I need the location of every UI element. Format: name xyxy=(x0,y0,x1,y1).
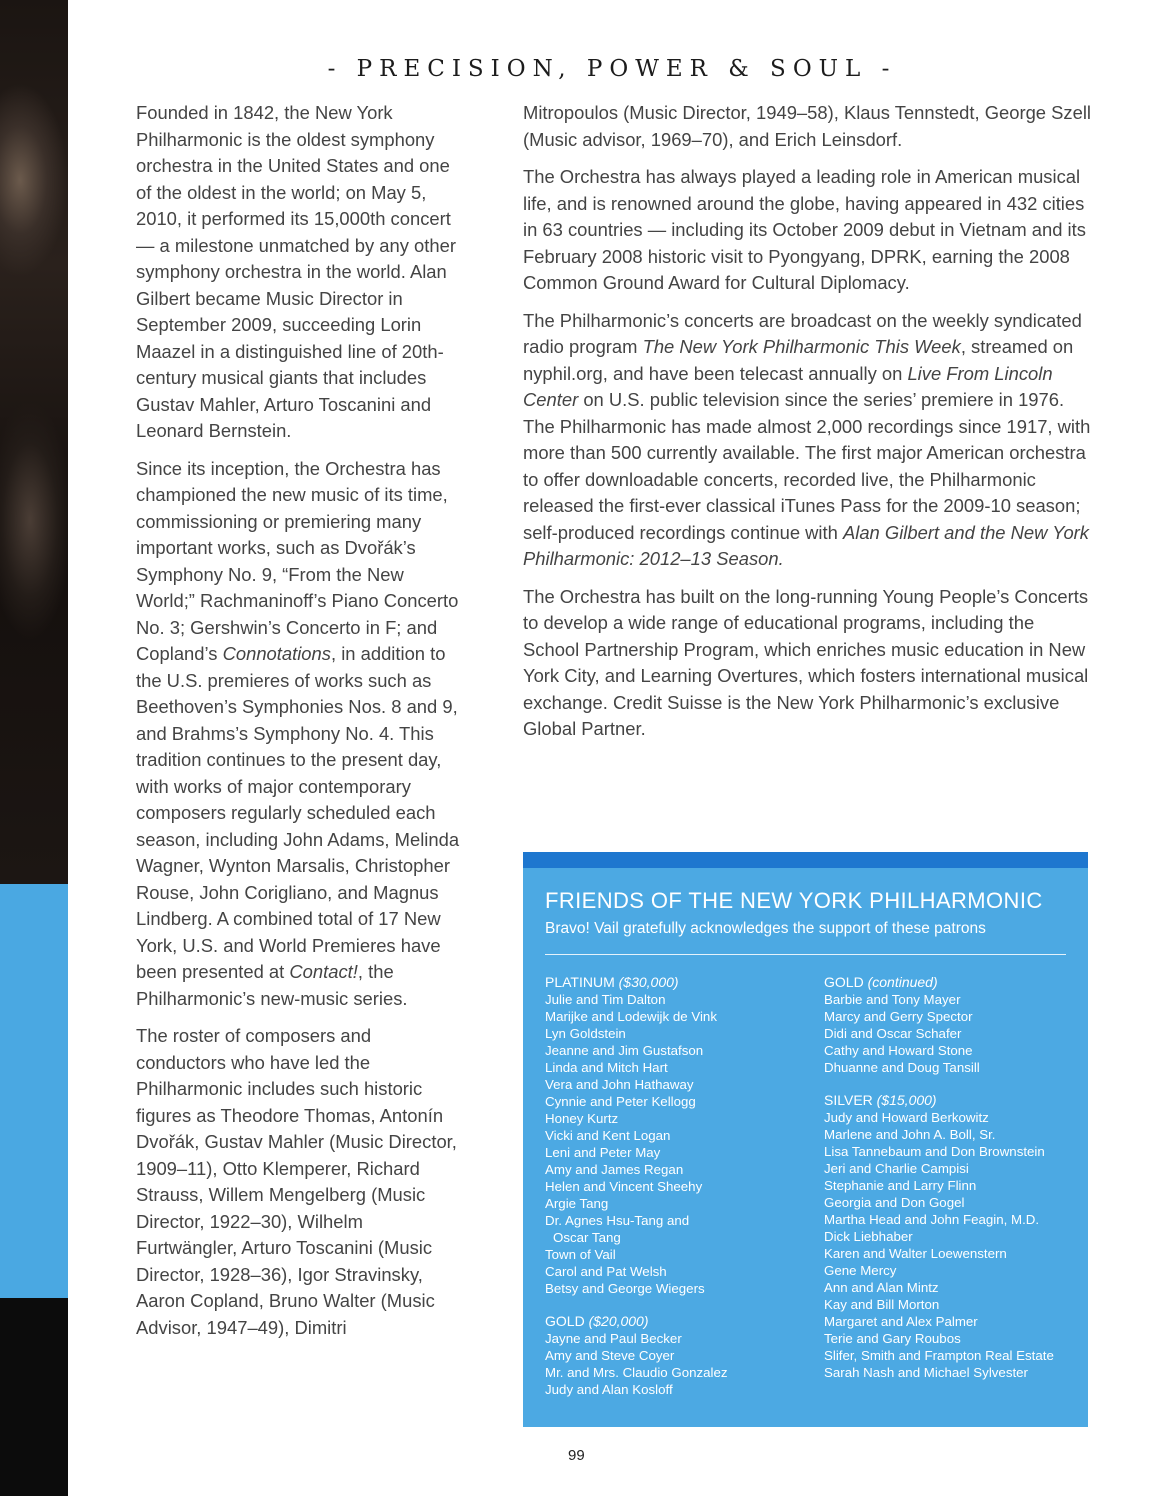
patron-name: Margaret and Alex Palmer xyxy=(824,1314,978,1329)
patron-list xyxy=(545,1330,815,1398)
patron-name: Cathy and Howard Stone xyxy=(824,1043,973,1058)
patron-name: Jeri and Charlie Campisi xyxy=(824,1161,969,1176)
right-column xyxy=(523,100,1093,754)
patron-name: Karen and Walter Loewenstern xyxy=(824,1246,1007,1261)
tier-gold-continued xyxy=(824,974,1084,1076)
patron-name: Linda and Mitch Hart xyxy=(545,1060,668,1075)
paragraph: The roster of composers and conductors who have led the Philharmonic includes such historic figures as Theodore Thomas, Antonín Dvořák, Gustav Mahler (Music Director, 1909–11), Otto Klemperer, Richard Strauss, Willem Mengelberg (Music Director, 1922–30), Wilhelm Furtwängler, Arturo Toscanini (Music Director, 1928–36), Igor Stravinsky, Aaron Copland, Bruno Walter (Music Advisor, 1947–49), Dimitri xyxy=(136,1025,457,1338)
patron-name: Dr. Agnes Hsu-Tang and xyxy=(545,1213,690,1228)
friends-top-bar xyxy=(523,852,1088,868)
patron-name: Dick Liebhaber xyxy=(824,1229,913,1244)
patron-name: Lyn Goldstein xyxy=(545,1026,626,1041)
patron-name: Stephanie and Larry Flinn xyxy=(824,1178,977,1193)
side-blue-band xyxy=(0,884,68,1298)
patron-name: Marijke and Lodewijk de Vink xyxy=(545,1009,717,1024)
paragraph: The Orchestra has built on the long-running Young People’s Concerts to develop a wide range of educational programs, including the School Partnership Program, which enriches music education in New York City, and Learning Overtures, which fosters international musical exchange. Credit Suisse is the New York Philharmonic’s exclusive Global Partner. xyxy=(523,585,1089,739)
side-black-band xyxy=(0,1298,68,1496)
patron-name: Slifer, Smith and Frampton Real Estate xyxy=(824,1348,1054,1363)
friends-box xyxy=(523,852,1088,1427)
patron-name: Amy and James Regan xyxy=(545,1162,684,1177)
page-number: 99 xyxy=(568,1447,585,1464)
patron-name: Amy and Steve Coyer xyxy=(545,1348,675,1363)
tier-gold xyxy=(545,1313,815,1398)
patron-name: Marlene and John A. Boll, Sr. xyxy=(824,1127,996,1142)
patron-name: Dhuanne and Doug Tansill xyxy=(824,1060,980,1075)
paragraph: Founded in 1842, the New York Philharmonic is the oldest symphony orchestra in the United States and one of the oldest in the world; on May 5, 2010, it performed its 15,000th concert — a milestone unmatched by any other symphony orchestra in the world. Alan Gilbert became Music Director in September 2009, succeeding Lorin Maazel in a distinguished line of 20th-century musical giants that includes Gustav Mahler, Arturo Toscanini and Leonard Bernstein. xyxy=(136,102,456,441)
page-title: - PRECISION, POWER & SOUL - xyxy=(327,56,897,82)
patron-list xyxy=(545,991,815,1297)
patron-list xyxy=(824,991,1084,1076)
friends-subheading: Bravo! Vail gratefully acknowledges the support of these patrons xyxy=(545,920,986,937)
side-photo-strip xyxy=(0,0,68,884)
friends-heading: FRIENDS OF THE NEW YORK PHILHARMONIC xyxy=(545,888,1043,913)
paragraph: Mitropoulos (Music Director, 1949–58), Klaus Tennstedt, George Szell (Music advisor, 1969–70), and Erich Leinsdorf. xyxy=(523,102,1092,150)
patron-name: Betsy and George Wiegers xyxy=(545,1281,705,1296)
paragraph: The Orchestra has always played a leading role in American musical life, and is renowned around the globe, having appeared in 432 cities in 63 countries — including its October 2009 debut in Vietnam and its February 2008 historic visit to Pyongyang, DPRK, earning the 2008 Common Ground Award for Cultural Diplomacy. xyxy=(523,166,1086,293)
patron-name: Oscar Tang xyxy=(553,1230,621,1245)
patron-name: Sarah Nash and Michael Sylvester xyxy=(824,1365,1028,1380)
patron-name: Martha Head and John Feagin, M.D. xyxy=(824,1212,1040,1227)
paragraph: The Philharmonic’s concerts are broadcast on the weekly syndicated radio program The New York Philharmonic This Week, streamed on nyphil.org, and have been telecast annually on Live From Lincoln Center on U.S. public television since the series’ premiere in 1976. The Philharmonic has made almost 2,000 recordings since 1917, with more than 500 currently available. The first major American orchestra to offer downloadable concerts, recorded live, the Philharmonic released the first-ever classical iTunes Pass for the 2009-10 season; self-produced recordings continue with Alan Gilbert and the New York Philharmonic: 2012–13 Season. xyxy=(523,309,1091,569)
patron-name: Didi and Oscar Schafer xyxy=(824,1026,962,1041)
tier-heading: GOLD (continued) xyxy=(824,974,938,990)
patron-name: Gene Mercy xyxy=(824,1263,897,1278)
patron-list xyxy=(824,1109,1084,1381)
patron-name: Helen and Vincent Sheehy xyxy=(545,1179,703,1194)
patron-column-left xyxy=(545,974,815,1414)
tier-platinum xyxy=(545,974,815,1297)
patron-name: Jayne and Paul Becker xyxy=(545,1331,682,1346)
patron-name: Honey Kurtz xyxy=(545,1111,619,1126)
patron-name: Ann and Alan Mintz xyxy=(824,1280,939,1295)
patron-column-right xyxy=(824,974,1084,1397)
patron-name: Argie Tang xyxy=(545,1196,609,1211)
patron-name: Kay and Bill Morton xyxy=(824,1297,940,1312)
patron-name: Carol and Pat Welsh xyxy=(545,1264,667,1279)
patron-name: Cynnie and Peter Kellogg xyxy=(545,1094,696,1109)
patron-name: Terie and Gary Roubos xyxy=(824,1331,961,1346)
patron-name: Leni and Peter May xyxy=(545,1145,661,1160)
tier-heading: SILVER ($15,000) xyxy=(824,1092,937,1108)
patron-name: Judy and Howard Berkowitz xyxy=(824,1110,989,1125)
tier-heading: GOLD ($20,000) xyxy=(545,1313,649,1329)
patron-name: Mr. and Mrs. Claudio Gonzalez xyxy=(545,1365,728,1380)
tier-silver xyxy=(824,1092,1084,1381)
paragraph: Since its inception, the Orchestra has championed the new music of its time, commissioning or premiering many important works, such as Dvořák’s Symphony No. 9, “From the New World;” Rachmaninoff’s Piano Concerto No. 3; Gershwin’s Concerto in F; and Copland’s Connotations, in addition to the U.S. premieres of works such as Beethoven’s Symphonies Nos. 8 and 9, and Brahms’s Symphony No. 4. This tradition continues to the present day, with works of major contemporary composers regularly scheduled each season, including John Adams, Melinda Wagner, Wynton Marsalis, Christopher Rouse, John Corigliano, and Magnus Lindberg. A combined total of 17 New York, U.S. and World Premieres have been presented at Contact!, the Philharmonic’s new-music series. xyxy=(136,457,460,1009)
patron-name: Jeanne and Jim Gustafson xyxy=(545,1043,704,1058)
patron-name: Town of Vail xyxy=(545,1247,616,1262)
patron-name: Marcy and Gerry Spector xyxy=(824,1009,973,1024)
divider xyxy=(545,954,1066,955)
patron-name: Julie and Tim Dalton xyxy=(545,992,666,1007)
left-column xyxy=(136,100,466,1352)
patron-name: Lisa Tannebaum and Don Brownstein xyxy=(824,1144,1045,1159)
tier-heading: PLATINUM ($30,000) xyxy=(545,974,679,990)
patron-name: Georgia and Don Gogel xyxy=(824,1195,965,1210)
patron-name: Judy and Alan Kosloff xyxy=(545,1382,673,1397)
patron-name: Vera and John Hathaway xyxy=(545,1077,694,1092)
patron-name: Barbie and Tony Mayer xyxy=(824,992,961,1007)
patron-name: Vicki and Kent Logan xyxy=(545,1128,671,1143)
